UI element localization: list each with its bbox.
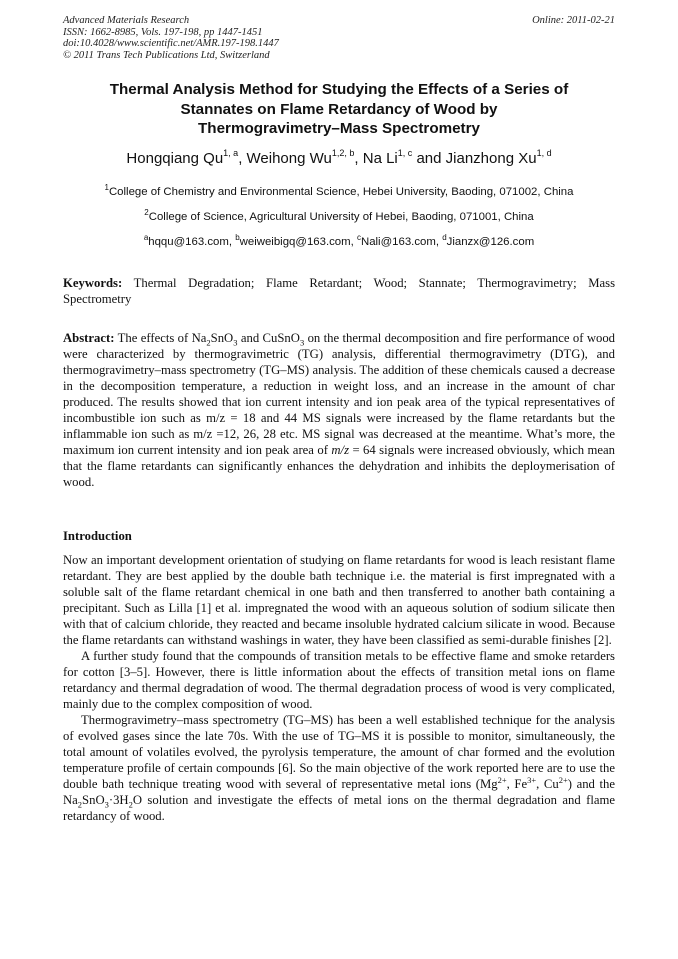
abstract-text: and CuSnO bbox=[240, 331, 300, 345]
superscript: 2+ bbox=[497, 775, 507, 785]
affiliation-text: College of Chemistry and Environmental Science, Hebei University, Baoding, 071002, China bbox=[108, 186, 574, 198]
copyright-line: © 2011 Trans Tech Publications Ltd, Switzerland bbox=[63, 49, 270, 61]
email-link[interactable]: weiweibigq@163.com, bbox=[239, 236, 354, 248]
abstract-block bbox=[63, 330, 615, 490]
title-line-2: Stannates on Flame Retardancy of Wood by bbox=[180, 100, 498, 118]
intro-text: SnO bbox=[82, 793, 105, 807]
abstract-text: The effects of Na bbox=[117, 331, 207, 345]
subscript: 3 bbox=[104, 799, 109, 810]
email-link[interactable]: hqqu@163.com, bbox=[148, 236, 233, 248]
author-conjunction: and bbox=[416, 150, 442, 167]
affiliation-1 bbox=[40, 185, 638, 200]
abstract-text: SnO bbox=[210, 331, 234, 345]
email-mark: a bbox=[143, 233, 149, 242]
doi-line[interactable]: doi:10.4028/www.scientific.net/AMR.197-198.1447 bbox=[63, 38, 279, 50]
intro-text: ·3H bbox=[108, 793, 129, 807]
superscript: 3+ bbox=[527, 775, 537, 785]
issn-line: ISSN: 1662-8985, Vols. 197-198, pp 1447-1451 bbox=[63, 26, 263, 38]
intro-text: Thermogravimetry–mass spectrometry (TG–MS) has been a well established technique for the analysis of evolved gases since the late 70s. With the use of TG–MS it is possible to monitor, simultaneously, the total amount of volatiles evolved, the pyrolysis temperature, the amount of char formed and the evolution temperature profile of certain compounds [6]. So the main objective of the work reported here are to use the double bath technique treating wood with several of representative metal ions (Mg bbox=[63, 713, 615, 791]
author-affiliation-mark: 1, a bbox=[223, 148, 239, 158]
author-affiliation-mark: 1, c bbox=[397, 148, 413, 158]
author-name: Hongqiang Qu bbox=[126, 150, 224, 167]
affiliation-mark: 1 bbox=[104, 183, 109, 192]
intro-text: O solution and investigate the effects of metal ions on the thermal degradation and flame retardancy of wood. bbox=[63, 793, 615, 823]
subscript: 3 bbox=[299, 337, 305, 348]
affiliation-2 bbox=[40, 210, 638, 225]
abstract-text: = 64 signals were increased obviously, which mean that the flame retardants can significantly enhances the dehydration and inhibits the deploymerisation of wood. bbox=[63, 443, 615, 489]
email-link[interactable]: Jianzx@126.com bbox=[446, 236, 535, 248]
subscript: 3 bbox=[233, 337, 238, 348]
affiliation-text: College of Science, Agricultural University of Hebei, Baoding, 071001, China bbox=[148, 211, 534, 223]
author-name: Na Li bbox=[362, 150, 398, 167]
intro-text: , Fe bbox=[506, 777, 528, 791]
email-mark: c bbox=[356, 233, 361, 242]
author-affiliation-mark: 1,2, b bbox=[331, 148, 355, 158]
introduction-heading: Introduction bbox=[63, 529, 132, 543]
superscript: 2+ bbox=[558, 775, 568, 785]
introduction-body bbox=[63, 552, 615, 824]
keywords-label: Keywords: bbox=[63, 276, 123, 290]
affiliation-mark: 2 bbox=[144, 208, 149, 217]
intro-paragraph-2: A further study found that the compounds of transition metals to be effective flame and smoke retarders for cotton [3–5]. However, there is little information about the effects of transition metal ions on flame retardancy and thermal degradation of wood. The thermal degradation process of wood is very complicated, mainly due to the complex composition of wood. bbox=[63, 649, 615, 711]
title-line-1: Thermal Analysis Method for Studying the Effects of a Series of bbox=[109, 81, 569, 98]
subscript: 2 bbox=[128, 799, 133, 810]
abstract-label: Abstract: bbox=[63, 331, 115, 345]
abstract-italic-mz: m/z bbox=[331, 443, 349, 457]
keywords-text: Thermal Degradation; Flame Retardant; Wood; Stannate; Thermogravimetry; Mass Spectrometry bbox=[63, 276, 616, 306]
paper-title bbox=[63, 80, 615, 139]
intro-paragraph-1: Now an important development orientation of studying on flame retardants for wood is leach resistant flame retardant. They are best applied by the double bath technique i.e. the material is first impregnated with a soluble salt of the flame retardant chemical in one bath and then transferred to another bath containing a precipitant. Such as Lilla [1] et al. impregnated the wood with an aqueous solution of sodium silicate then with that of calcium chloride, they reacted and became insoluble hydrated calcium silicate in wood. Because the flame retardants can withstand washings in water, they have been classified as semi-durable finishes [2]. bbox=[63, 553, 615, 647]
author-emails bbox=[40, 235, 638, 250]
author-name: Weihong Wu bbox=[246, 150, 332, 167]
author-list: Hongqiang Qu$^{1, a}$, Weihong Wu$^{1,2, b}$, Na Li$^{1, c}$ and Jianzhong Xu$^{1, d}$ bbox=[126, 148, 552, 167]
keywords-block bbox=[63, 275, 615, 307]
intro-paragraph-3 bbox=[63, 712, 615, 824]
online-date: Online: 2011-02-21 bbox=[532, 15, 615, 26]
email-mark: d bbox=[442, 233, 447, 242]
email-link[interactable]: Nali@163.com, bbox=[360, 236, 440, 248]
journal-name: Advanced Materials Research bbox=[63, 15, 190, 26]
author-name: Jianzhong Xu bbox=[445, 150, 537, 167]
title-line-3: Thermogravimetry–Mass Spectrometry bbox=[198, 120, 480, 137]
subscript: 2 bbox=[206, 337, 211, 348]
email-mark: b bbox=[235, 233, 240, 242]
intro-text: ) and the Na bbox=[63, 777, 616, 807]
intro-text: , Cu bbox=[536, 777, 559, 791]
journal-header bbox=[63, 15, 615, 61]
abstract-text: on the thermal decomposition and fire performance of wood were characterized by thermogravimetric (TG) analysis, differential thermogravimetry (DTG), and thermogravimetry–mass spectrometry (TG–MS) analysis. The addition of these chemicals caused a decrease in the decomposition temperature, a reduction in weight loss, and an increase in the amount of char produced. The results showed that ion current intensity and ion peak area of the typical representatives of incombustible ion such as m/z = 18 and 44 MS signals were increased by the flame retardants but the inflammable ion such as m/z =12, 26, 28 etc. MS signal was decreased at the meantime. What’s more, the maximum ion current intensity and ion peak area of bbox=[63, 331, 616, 457]
author-affiliation-mark: 1, d bbox=[536, 148, 552, 158]
subscript: 2 bbox=[77, 799, 83, 810]
